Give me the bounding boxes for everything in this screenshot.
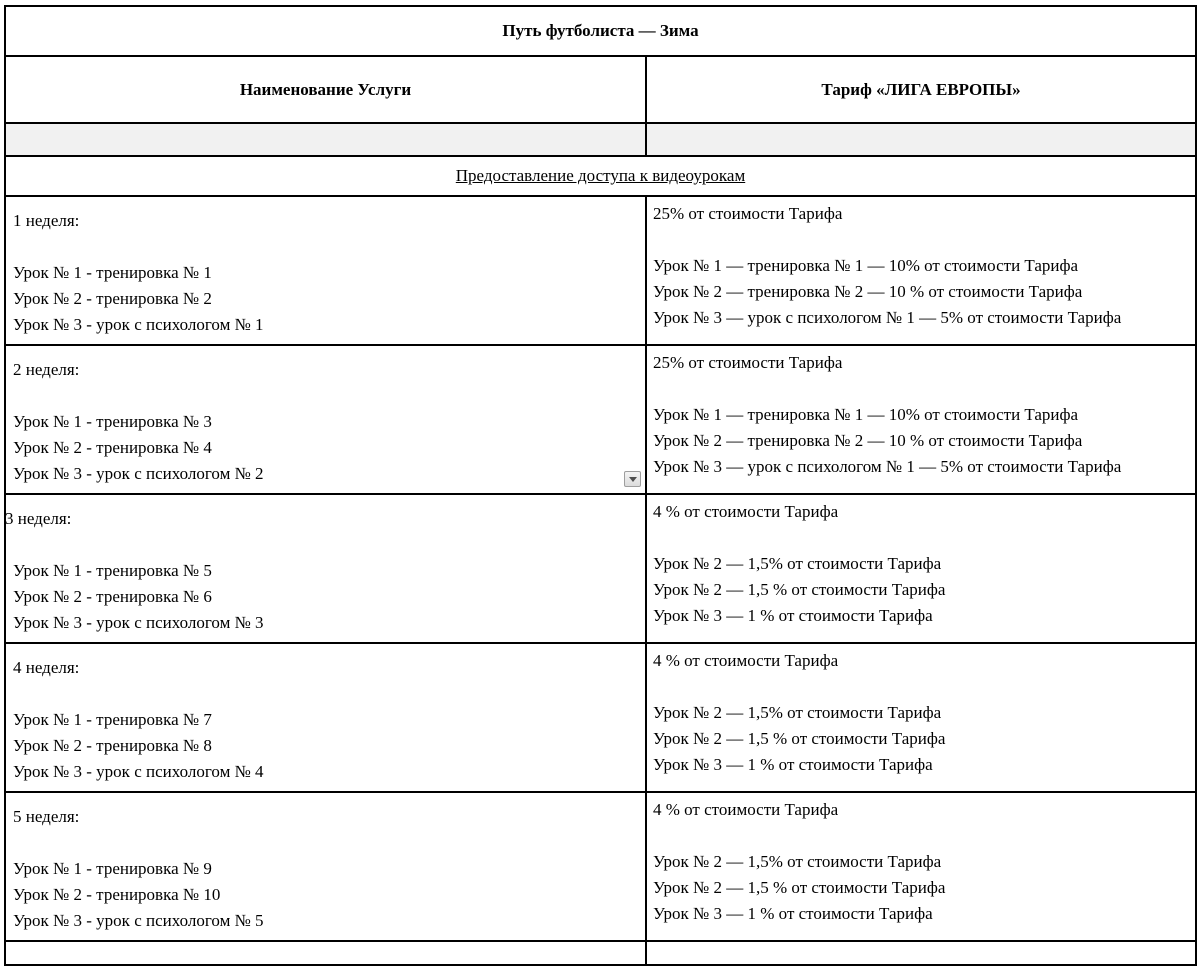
week-label: 5 неделя:	[13, 807, 80, 826]
lesson-line: Урок № 2 - тренировка № 6	[13, 587, 212, 606]
lesson-line: Урок № 1 — тренировка № 1 — 10% от стоимости Тарифа	[653, 256, 1079, 275]
service-cell	[5, 494, 646, 643]
lesson-line: Урок № 3 — урок с психологом № 1 — 5% от стоимости Тарифа	[653, 308, 1122, 327]
lesson-line: Урок № 1 - тренировка № 9	[13, 859, 212, 878]
lesson-line: Урок № 1 - тренировка № 7	[13, 710, 212, 729]
tariff-summary: 4 % от стоимости Тарифа	[653, 800, 839, 819]
week-rows	[5, 196, 1196, 941]
table-title-row	[5, 6, 1196, 56]
column-header-tariff: Тариф «ЛИГА ЕВРОПЫ»	[646, 56, 1196, 123]
service-cell	[5, 196, 646, 345]
lesson-line: Урок № 3 — урок с психологом № 1 — 5% от стоимости Тарифа	[653, 457, 1122, 476]
lesson-line: Урок № 2 — 1,5 % от стоимости Тарифа	[653, 729, 946, 748]
lesson-line: Урок № 2 — тренировка № 2 — 10 % от стоимости Тарифа	[653, 431, 1083, 450]
section-header-row	[5, 156, 1196, 196]
lesson-line: Урок № 2 — тренировка № 2 — 10 % от стоимости Тарифа	[653, 282, 1083, 301]
tariff-cell	[646, 792, 1196, 941]
service-cell	[5, 792, 646, 941]
lesson-line: Урок № 1 — тренировка № 1 — 10% от стоимости Тарифа	[653, 405, 1079, 424]
clipped-next-row	[5, 941, 1196, 965]
lesson-line: Урок № 2 - тренировка № 8	[13, 736, 212, 755]
table-row	[5, 494, 1196, 643]
service-cell	[5, 643, 646, 792]
section-header-cell	[5, 156, 1196, 196]
tariff-summary: 25% от стоимости Тарифа	[653, 353, 843, 372]
tariff-summary: 4 % от стоимости Тарифа	[653, 502, 839, 521]
lesson-line: Урок № 2 — 1,5% от стоимости Тарифа	[653, 852, 942, 871]
tariff-cell	[646, 345, 1196, 494]
lesson-line: Урок № 2 — 1,5 % от стоимости Тарифа	[653, 580, 946, 599]
column-header-service: Наименование Услуги	[5, 56, 646, 123]
tariff-cell	[646, 494, 1196, 643]
column-header-row	[5, 56, 1196, 123]
lesson-line: Урок № 3 - урок с психологом № 2	[13, 464, 264, 483]
shaded-spacer-cell	[5, 123, 646, 156]
lesson-line: Урок № 2 - тренировка № 4	[13, 438, 212, 457]
lesson-line: Урок № 2 - тренировка № 2	[13, 289, 212, 308]
lesson-line: Урок № 3 - урок с психологом № 1	[13, 315, 264, 334]
tariff-cell	[646, 196, 1196, 345]
lesson-line: Урок № 3 — 1 % от стоимости Тарифа	[653, 904, 933, 923]
week-label: 3 неделя:	[5, 509, 72, 528]
tariff-cell	[646, 941, 1196, 965]
table-row	[5, 643, 1196, 792]
lesson-line: Урок № 1 - тренировка № 5	[13, 561, 212, 580]
chevron-down-icon	[629, 477, 637, 482]
section-header-label: Предоставление доступа к видеоурокам	[455, 166, 746, 185]
shaded-spacer-row	[5, 123, 1196, 156]
week-label: 2 неделя:	[13, 360, 80, 379]
tariff-cell	[646, 643, 1196, 792]
table-row	[5, 792, 1196, 941]
week-label: 1 неделя:	[13, 211, 80, 230]
lesson-line: Урок № 3 - урок с психологом № 4	[13, 762, 264, 781]
table-title: Путь футболиста — Зима	[5, 6, 1196, 56]
tariff-summary: 4 % от стоимости Тарифа	[653, 651, 839, 670]
table-row	[5, 345, 1196, 494]
lesson-line: Урок № 2 - тренировка № 10	[13, 885, 221, 904]
week-label: 4 неделя:	[13, 658, 80, 677]
shaded-spacer-cell	[646, 123, 1196, 156]
tariff-summary: 25% от стоимости Тарифа	[653, 204, 843, 223]
lesson-line: Урок № 1 - тренировка № 1	[13, 263, 212, 282]
lesson-line: Урок № 3 — 1 % от стоимости Тарифа	[653, 606, 933, 625]
cell-dropdown-button[interactable]	[624, 471, 641, 487]
service-cell	[5, 941, 646, 965]
lesson-line: Урок № 2 — 1,5% от стоимости Тарифа	[653, 703, 942, 722]
lesson-line: Урок № 3 - урок с психологом № 5	[13, 911, 264, 930]
service-cell	[5, 345, 646, 494]
lesson-line: Урок № 2 — 1,5 % от стоимости Тарифа	[653, 878, 946, 897]
lesson-line: Урок № 1 - тренировка № 3	[13, 412, 212, 431]
lesson-line: Урок № 3 - урок с психологом № 3	[13, 613, 264, 632]
lesson-line: Урок № 3 — 1 % от стоимости Тарифа	[653, 755, 933, 774]
lesson-line: Урок № 2 — 1,5% от стоимости Тарифа	[653, 554, 942, 573]
tariff-table	[4, 5, 1197, 966]
table-row	[5, 196, 1196, 345]
